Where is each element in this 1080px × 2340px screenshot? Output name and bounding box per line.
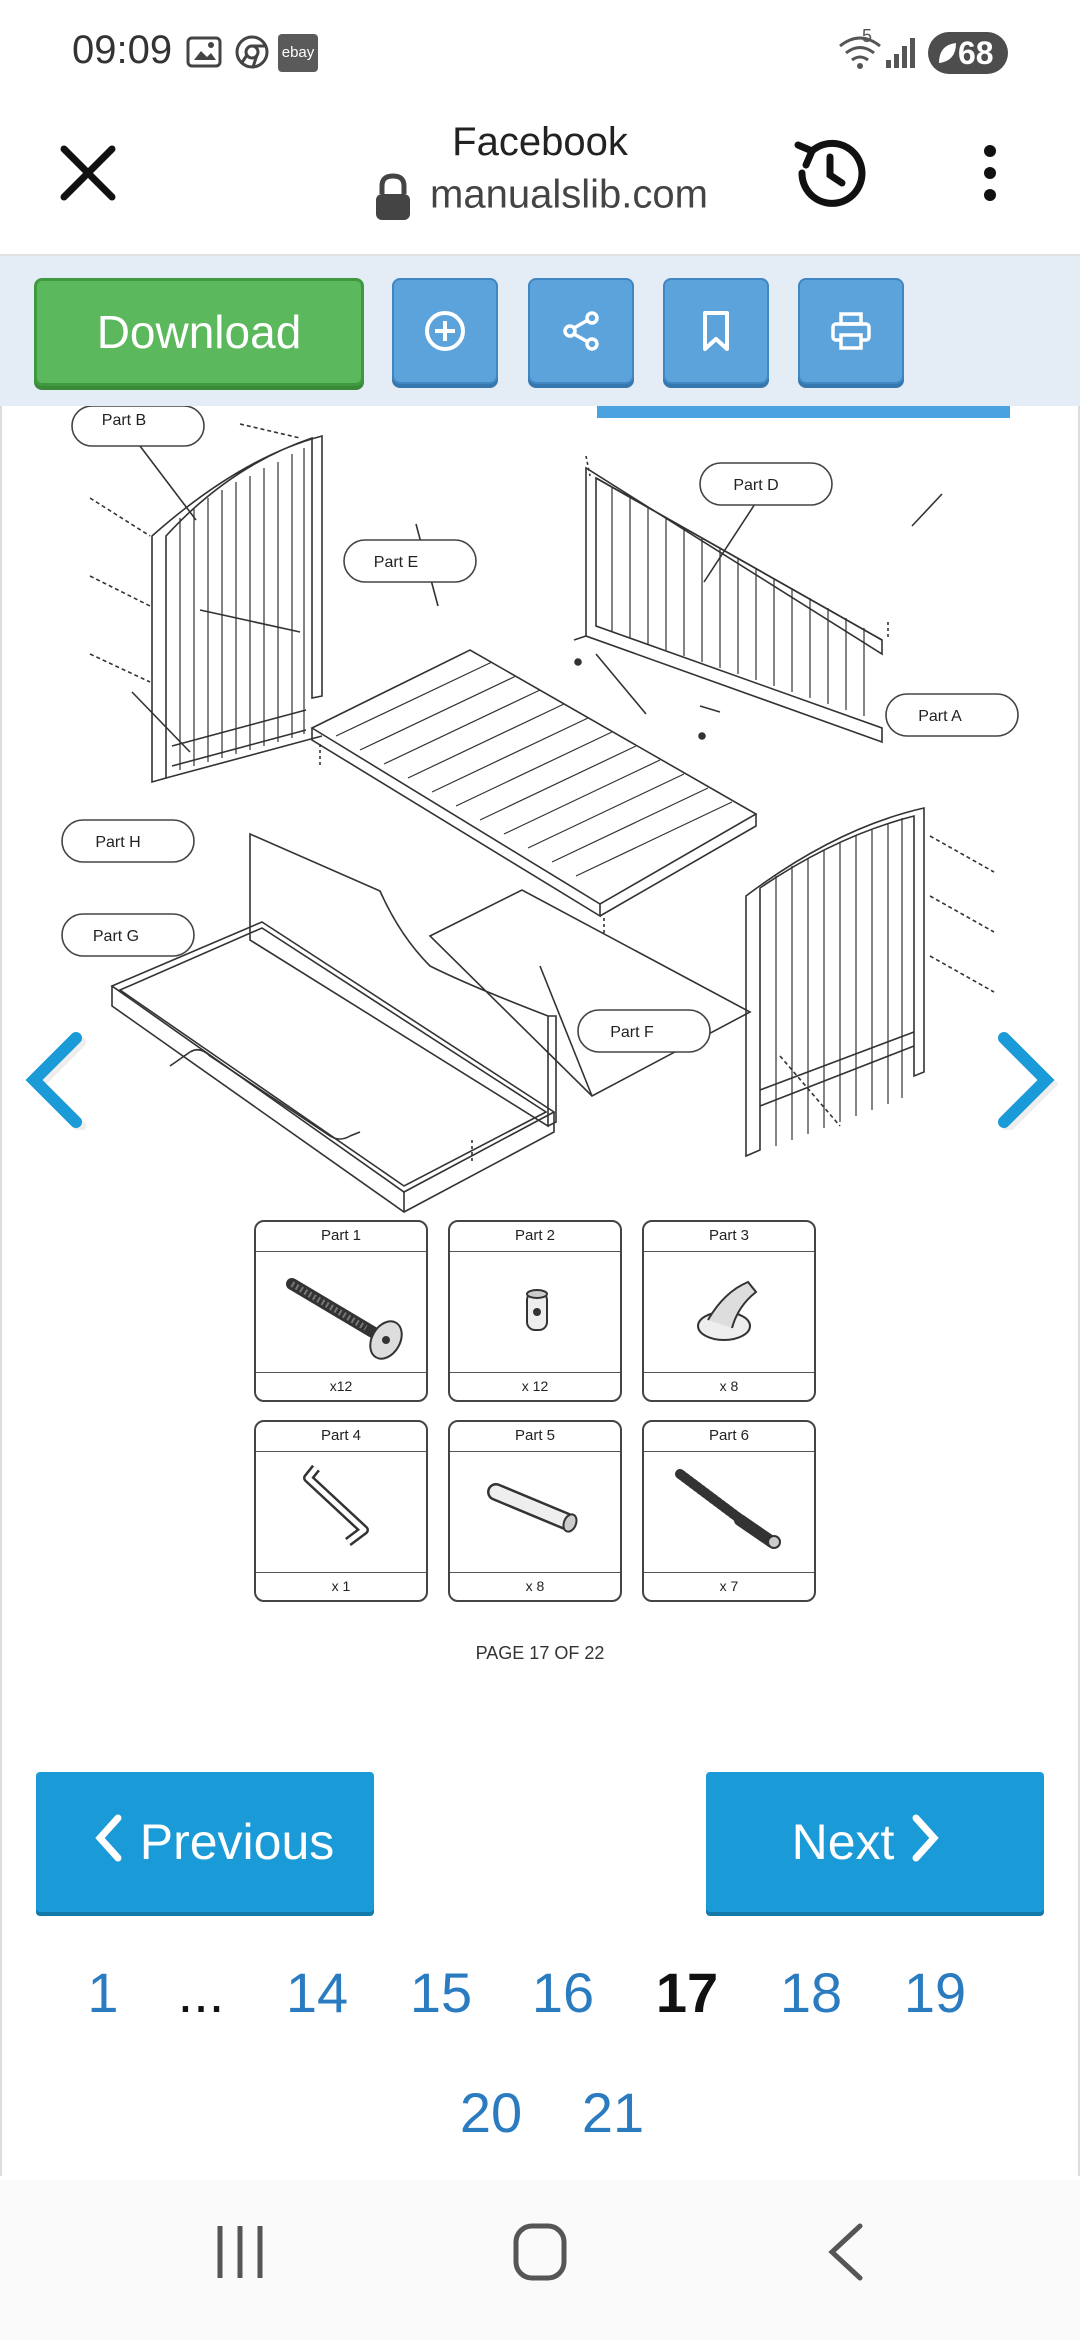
- part-qty: x 1: [256, 1572, 426, 1600]
- menu-button[interactable]: [970, 138, 1010, 208]
- part-qty: x12: [256, 1372, 426, 1400]
- part-title: Part 4: [256, 1422, 426, 1452]
- page-ellipsis: ...: [177, 1961, 225, 2024]
- wifi-count: 5: [862, 26, 873, 46]
- lock-icon: [372, 172, 414, 222]
- share-button[interactable]: [528, 278, 634, 384]
- part-e-drawing: [312, 650, 756, 936]
- page-link[interactable]: 20: [459, 2081, 523, 2144]
- part-card: [254, 1420, 428, 1602]
- history-icon: [788, 131, 872, 215]
- part-card: [448, 1220, 622, 1402]
- page-link[interactable]: 18: [779, 1961, 843, 2024]
- recent-apps-button[interactable]: [210, 2220, 270, 2284]
- label-part-b: Part B: [101, 412, 147, 429]
- next-button[interactable]: [706, 1772, 1044, 1912]
- ebay-icon: ebay: [278, 34, 318, 72]
- back-button[interactable]: [820, 2220, 870, 2284]
- label-part-g: Part G: [92, 928, 140, 945]
- page-caption: PAGE 17 OF 22: [475, 1643, 605, 1663]
- previous-label: Previous: [139, 1814, 335, 1870]
- bookmark-button[interactable]: [663, 278, 769, 384]
- chrome-icon: [232, 32, 272, 77]
- add-button[interactable]: [392, 278, 498, 384]
- dowel-icon: [450, 1452, 624, 1574]
- site-url: manualslib.com: [430, 172, 708, 217]
- download-button[interactable]: Download: [34, 278, 364, 386]
- home-icon: [510, 2220, 570, 2284]
- history-button[interactable]: [785, 128, 875, 218]
- page-link[interactable]: 15: [409, 1961, 473, 2024]
- part-f-drawing: [430, 890, 750, 1096]
- page-link[interactable]: 21: [581, 2081, 645, 2144]
- print-button[interactable]: [798, 278, 904, 384]
- page-link[interactable]: 19: [903, 1961, 967, 2024]
- part-qty: x 12: [450, 1372, 620, 1400]
- previous-page-arrow[interactable]: [22, 1030, 86, 1130]
- battery-level: 68: [958, 35, 994, 71]
- status-bar: [0, 0, 1080, 100]
- part-a-drawing: [746, 808, 994, 1156]
- part-card: [448, 1420, 622, 1602]
- next-label: Next: [791, 1814, 895, 1870]
- recent-apps-icon: [210, 2220, 270, 2284]
- home-button[interactable]: [510, 2220, 570, 2284]
- page-title: Facebook: [452, 120, 628, 164]
- part-qty: x 7: [644, 1572, 814, 1600]
- barrel-nut-icon: [450, 1252, 624, 1374]
- part-h-drawing: [250, 834, 556, 1126]
- label-part-d: Part D: [733, 477, 779, 494]
- allen-key-icon: [256, 1452, 430, 1574]
- document-toolbar: [0, 256, 1080, 406]
- label-part-a: Part A: [918, 708, 962, 725]
- label-part-h: Part H: [95, 834, 141, 851]
- url-display[interactable]: [0, 172, 1080, 222]
- back-icon: [820, 2220, 870, 2284]
- part-qty: x 8: [450, 1572, 620, 1600]
- assembly-diagram: [0, 406, 1080, 1256]
- battery-indicator: [928, 32, 1008, 74]
- page-link[interactable]: 1: [87, 1961, 119, 2024]
- part-b-drawing: [90, 424, 322, 782]
- wifi-icon: [836, 32, 884, 77]
- part-title: Part 1: [256, 1222, 426, 1252]
- part-title: Part 5: [450, 1422, 620, 1452]
- cam-bolt-icon: [644, 1452, 818, 1574]
- part-title: Part 3: [644, 1222, 814, 1252]
- chevron-right-icon: [994, 1030, 1058, 1130]
- page-current: 17: [655, 1961, 719, 2024]
- hardware-parts-grid: [0, 1220, 1080, 1620]
- bookmark-icon: [696, 309, 736, 353]
- page-link[interactable]: 16: [531, 1961, 595, 2024]
- part-qty: x 8: [644, 1372, 814, 1400]
- part-card: [642, 1220, 816, 1402]
- cam-lock-icon: [644, 1252, 818, 1374]
- part-title: Part 6: [644, 1422, 814, 1452]
- previous-button[interactable]: [36, 1772, 374, 1912]
- part-card: [254, 1220, 428, 1402]
- battery-saver-icon: [936, 41, 958, 65]
- next-page-arrow[interactable]: [994, 1030, 1058, 1130]
- more-vert-icon: [983, 144, 997, 202]
- part-card: [642, 1420, 816, 1602]
- part-title: Part 2: [450, 1222, 620, 1252]
- add-circle-icon: [423, 309, 467, 353]
- chevron-right-icon: [912, 1810, 940, 1875]
- status-time: 09:09: [72, 28, 173, 72]
- browser-header: [0, 100, 1080, 256]
- chevron-left-icon: [22, 1030, 86, 1130]
- print-icon: [829, 309, 873, 353]
- screenshot-icon: [184, 32, 224, 77]
- part-g-drawing: [112, 922, 554, 1212]
- page-link[interactable]: 14: [285, 1961, 349, 2024]
- label-part-e: Part E: [373, 554, 419, 571]
- label-part-f: Part F: [610, 1024, 654, 1041]
- share-icon: [559, 309, 603, 353]
- chevron-left-icon: [94, 1810, 122, 1875]
- bolt-icon: [256, 1252, 430, 1374]
- system-nav-bar: [0, 2180, 1080, 2340]
- signal-icon: [884, 32, 920, 77]
